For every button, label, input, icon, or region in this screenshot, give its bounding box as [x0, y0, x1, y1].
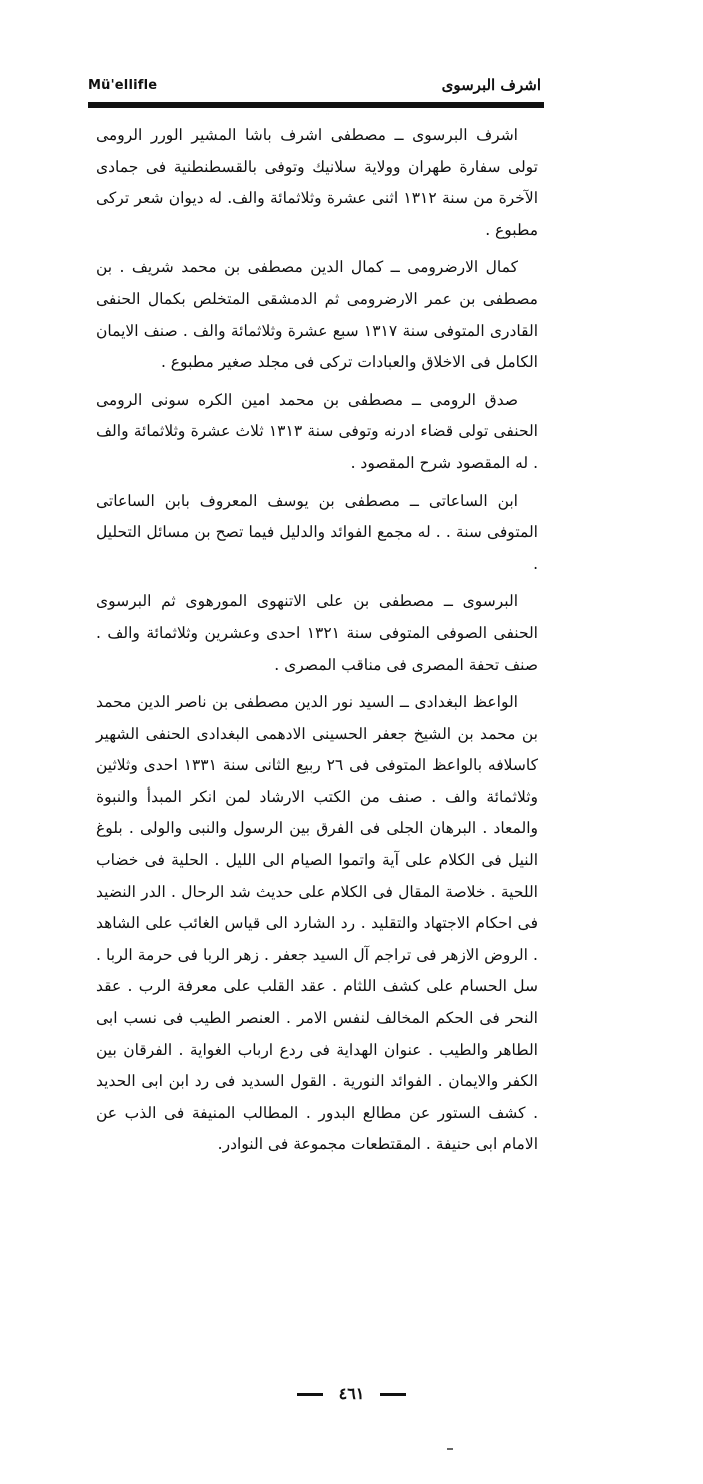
- page-body: [96, 120, 538, 1167]
- header-left-title: Mü'ellifle: [88, 78, 158, 93]
- scan-speck: [447, 1448, 453, 1450]
- header-rule: [88, 102, 544, 108]
- running-header: [88, 76, 543, 102]
- page-footer: [0, 1384, 703, 1403]
- entry-sidq-rumi: صدق الرومى ــ مصطفى بن محمد امين الكره سونى الرومى الحنفى تولى قضاء ادرنه وتوفى سنة ١٣١٣ ثلاث عشرة وثلاثمائة والف . له المقصود شرح المقصود .: [96, 390, 538, 472]
- entry-kamal-erzurumi: كمال الارضرومى ــ كمال الدين مصطفى بن محمد شريف . بن مصطفى بن عمر الارضرومى ثم الدمشقى المتخلص بكمال الحنفى القادرى المتوفى سنة ١٣١٧ سبع عشرة وثلاثمائة والف . صنف الايمان الكامل فى الاخلاق والعبادات تركى فى مجلد صغير مطبوع .: [96, 258, 539, 372]
- entry-bursawi: البرسوى ــ مصطفى بن على الاتنهوى المورهوى ثم البرسوى الحنفى الصوفى المتوفى سنة ١٣٢١ احدى وعشرين وثلاثمائة والف . صنف تحفة المصرى فى مناقب المصرى .: [96, 592, 538, 674]
- entry-ibn-saati: ابن الساعاتى ــ مصطفى بن يوسف المعروف بابن الساعاتى المتوفى سنة . . له مجمع الفوائد والدليل فيما تصح بن مسائل التحليل .: [96, 491, 538, 573]
- entry-waiz-baghdadi: الواعظ البغدادى ــ السيد نور الدين مصطفى بن ناصر الدين محمد بن محمد بن الشيخ جعفر الحسينى الادهمى البغدادى الحنفى الشهير كاسلافه بالواعظ المتوفى فى ٢٦ ربيع الثانى سنة ١٣٣١ احدى وثلاثين وثلاثمائة والف . صنف من الكتب الارشاد لمن انكر المبدأ والنبوة والمعاد . البرهان الجلى فى الفرق بين الرسول والنبى والولى . بلوغ النيل فى الكلام على آية واتموا الصيام الى الليل . الحلية فى خضاب اللحية . خلاصة المقال فى الكلام على حديث شد الرحال . الدر النضيد فى احكام الاجتهاد والتقليد . رد الشارد الى قياس الغائب على الشاهد . الروض الازهر فى تراجم آل السيد جعفر . زهر الربا فى حرمة الربا . سل الحسام على كشف اللثام . عقد القلب على معرفة الرب . عقد النحر فى الحكم المخالف لنفس الامر . العنصر الطيب فى نسب ابى الطاهر والطيب . عنوان الهداية فى ردع ارباب الغواية . الفرقان بين الكفر والايمان . الفوائد النورية . القول السديد فى رد ابن ابى الحديد . كشف الستور عن مطالع البدور . المطالب المنيفة فى الذب عن الامام ابى حنيفة . المقتطعات مجموعة فى النوادر.: [96, 693, 538, 1154]
- footer-dash-left: [297, 1393, 323, 1396]
- page-number: ٤٦١: [338, 1384, 365, 1403]
- entry-ashraf-bursawi: اشرف البرسوى ــ مصطفى اشرف باشا المشير الورر الرومى تولى سفارة طهران وولاية سلانيك وتوفى بالقسطنطنية فى جمادى الآخرة من سنة ١٣١٢ اثنى عشرة وثلاثمائة والف. له ديوان شعر تركى مطبوع .: [96, 126, 538, 239]
- footer-dash-right: [380, 1393, 406, 1396]
- header-right-title: اشرف البرسوى: [441, 76, 541, 94]
